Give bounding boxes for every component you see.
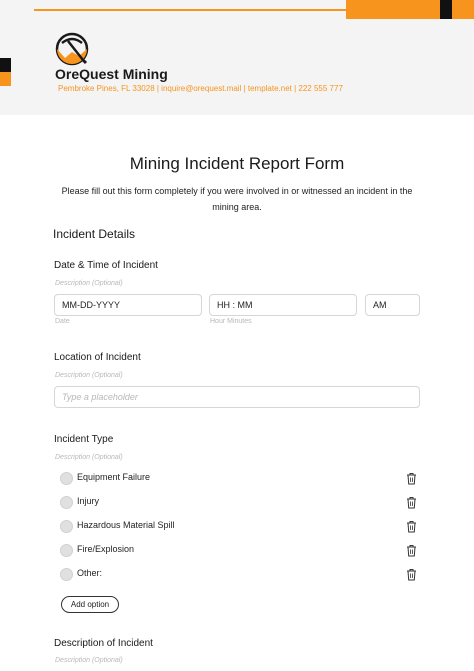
option-label: Equipment Failure	[77, 472, 151, 482]
trash-icon[interactable]	[406, 544, 417, 557]
form-title: Mining Incident Report Form	[129, 154, 345, 173]
option-label: Other:	[77, 568, 103, 578]
description-description: Description (Optional)	[55, 657, 123, 664]
radio-button[interactable]	[60, 520, 73, 533]
option-row	[60, 495, 420, 511]
option-row	[60, 543, 420, 559]
location-description: Description (Optional)	[55, 372, 123, 379]
option-label: Fire/Explosion	[77, 544, 135, 554]
location-label: Location of Incident	[54, 352, 141, 363]
date-field[interactable]: MM-DD-YYYY	[54, 294, 202, 316]
date-time-description: Description (Optional)	[55, 280, 123, 287]
option-label: Injury	[77, 496, 100, 506]
trash-icon[interactable]	[406, 520, 417, 533]
location-input[interactable]: Type a placeholder	[54, 386, 420, 408]
description-label: Description of Incident	[54, 638, 153, 649]
time-sublabel: Hour Minutes	[210, 318, 252, 325]
radio-button[interactable]	[60, 496, 73, 509]
header-dark-block	[440, 0, 452, 19]
trash-icon[interactable]	[406, 568, 417, 581]
time-field[interactable]: HH : MM	[209, 294, 357, 316]
section-heading: Incident Details	[53, 227, 136, 241]
option-row	[60, 471, 420, 487]
radio-button[interactable]	[60, 544, 73, 557]
option-row	[60, 567, 420, 583]
incident-type-description: Description (Optional)	[55, 454, 123, 461]
option-row	[60, 519, 420, 535]
incident-type-label: Incident Type	[54, 434, 114, 445]
date-time-label: Date & Time of Incident	[54, 260, 158, 271]
trash-icon[interactable]	[406, 472, 417, 485]
side-accent-block	[0, 72, 11, 86]
trash-icon[interactable]	[406, 496, 417, 509]
company-contact-info: Pembroke Pines, FL 33028 | inquire@orequest.mail | template.net | 222 555 777	[58, 84, 343, 93]
ampm-field[interactable]: AM	[365, 294, 420, 316]
radio-button[interactable]	[60, 472, 73, 485]
header-accent-line	[34, 9, 346, 11]
date-sublabel: Date	[55, 318, 70, 325]
side-dark-block	[0, 58, 11, 72]
header-accent-block	[346, 0, 474, 19]
company-name: OreQuest Mining	[55, 66, 168, 82]
pickaxe-logo-icon	[53, 30, 91, 68]
radio-button[interactable]	[60, 568, 73, 581]
option-label: Hazardous Material Spill	[77, 520, 175, 530]
form-intro: Please fill out this form completely if you were involved in or witnessed an incident in the mining area.	[61, 186, 413, 212]
add-option-button[interactable]: Add option	[61, 596, 119, 613]
